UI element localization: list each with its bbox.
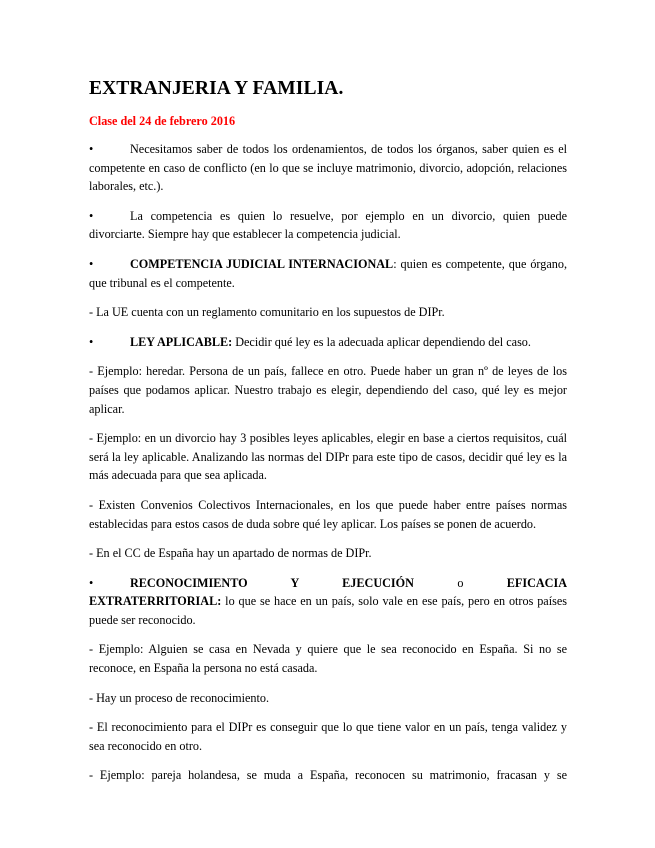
bullet-icon: • [89, 256, 94, 271]
paragraph-3-text: : quien es competente, que órgano, que tribunal es el competente. [89, 256, 567, 290]
bullet-icon: • [89, 334, 94, 349]
class-date: Clase del 24 de febrero 2016 [89, 114, 236, 128]
paragraph-7: - Ejemplo: en un divorcio hay 3 posibles leyes aplicables, elegir en base a ciertos requisitos, cuál será la ley aplicable. Analizando las normas del DIPr para este tipo de casos, decidir qué ley es la más adecuada para que sea aplicada. [89, 431, 567, 483]
heading-eficacia-a: EFICACIA [506, 575, 568, 590]
paragraph-9: - En el CC de España hay un apartado de normas de DIPr. [89, 546, 372, 561]
paragraph-1-text: Necesitamos saber de todos los ordenamientos, de todos los órganos, saber quien es el competente en caso de conflicto (en lo que se incluye matrimonio, divorcio, adopción, relaciones laborales, etc.). [89, 142, 567, 194]
paragraph-8: - Existen Convenios Colectivos Internacionales, en los que puede haber entre países normas establecidas para estos casos de duda sobre qué ley aplicar. Los países se ponen de acuerdo. [89, 497, 567, 531]
bullet-icon: • [89, 208, 94, 223]
paragraph-12: - Hay un proceso de reconocimiento. [89, 690, 270, 705]
bullet-icon: • [89, 575, 94, 590]
paragraph-1 [89, 140, 567, 196]
paragraph-6: - Ejemplo: heredar. Persona de un país, fallece en otro. Puede haber un gran nº de leyes de los países que podamos aplicar. Nuestro trabajo es elegir, dependiendo del caso, qué ley es mejor aplicar. [89, 364, 567, 416]
heading-ley-aplicable: LEY APLICABLE: [130, 334, 233, 349]
paragraph-10 [89, 574, 567, 630]
page-title: EXTRANJERIA Y FAMILIA. [89, 78, 344, 99]
paragraph-5 [89, 333, 567, 352]
heading-competencia: COMPETENCIA JUDICIAL INTERNACIONAL [130, 256, 394, 271]
paragraph-2 [89, 207, 567, 244]
heading-reconocimiento: RECONOCIMIENTO Y EJECUCIÓN [130, 575, 414, 590]
paragraph-3 [89, 255, 567, 292]
paragraph-5-text: Decidir qué ley es la adecuada aplicar dependiendo del caso. [232, 334, 531, 349]
bullet-icon: • [89, 142, 94, 156]
paragraph-2-text: La competencia es quien lo resuelve, por ejemplo en un divorcio, quien puede divorciarte. Siempre hay que establecer la competencia judicial. [89, 208, 567, 242]
paragraph-10-text: lo que se hace en un país, solo vale en ese país, pero en otros países puede ser reconocido. [89, 594, 567, 627]
heading-eficacia-b: EXTRATERRITORIAL: [89, 594, 222, 609]
paragraph-4: - La UE cuenta con un reglamento comunitario en los supuestos de DIPr. [89, 305, 445, 320]
paragraph-14: - Ejemplo: pareja holandesa, se muda a España, reconocen su matrimonio, fracasan y se [89, 768, 567, 783]
connector-o: o [457, 575, 464, 590]
paragraph-10-line-1 [89, 574, 567, 593]
paragraph-11: - Ejemplo: Alguien se casa en Nevada y quiere que le sea reconocido en España. Si no se reconoce, en España la persona no está casada. [89, 642, 567, 676]
paragraph-13: - El reconocimiento para el DIPr es conseguir que lo que tiene valor en un país, tenga validez y sea reconocido en otro. [89, 720, 567, 753]
